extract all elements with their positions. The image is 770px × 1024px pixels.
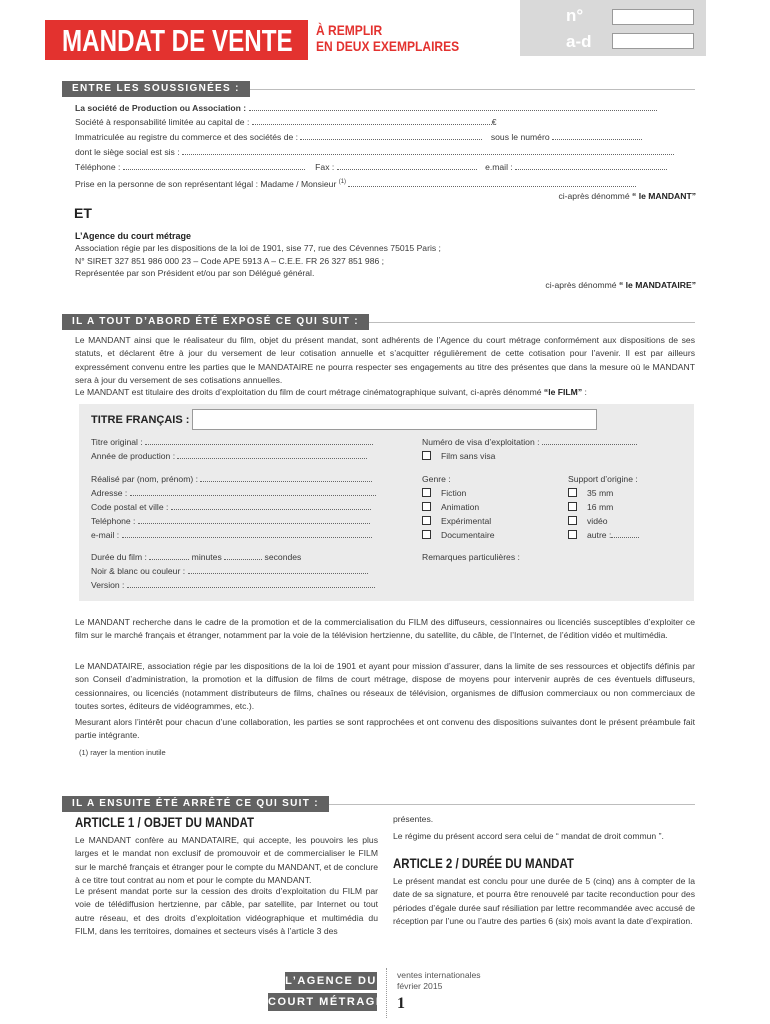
footer-date: février 2015 [397, 981, 443, 991]
support-option-label: 16 mm [587, 502, 614, 512]
fill-note-line-2: EN DEUX EXEMPLAIRES [316, 38, 460, 54]
color-label: Noir & blanc ou couleur : [91, 566, 186, 576]
support-label: Support d’origine : [568, 474, 638, 484]
seconds-label: secondes [264, 552, 302, 562]
company-label: La société de Production ou Association : [75, 103, 247, 113]
capital-label: Société à responsabilité limitée au capital de : [75, 117, 250, 127]
mandataire-paragraph: Le MANDATAIRE, association régie par les dispositions de la loi de 1901 et ayant pour mission d’assurer, dans la limite de ses ressources et objectifs définis par son Conseil d’administration, la promotion et la diffusion de films de court métrage, dispose de moyens pour intervenir auprès de ces éventuels diffuseurs, cessionnaires, ou licenciés (notamment distributeurs de films, chaînes ou réseaux de télévision, organismes de diffusion commerciaux ou non commerciaux de toutes sortes, éditeurs de vidéogrammes, etc.). [75, 661, 695, 712]
representative-field[interactable] [348, 178, 636, 187]
support-options [568, 486, 639, 542]
postal-code-line [91, 500, 371, 514]
film-intro-colon: : [584, 387, 587, 397]
article-1-paragraph-2: Le présent mandat porte sur la cession des droits d’exploitation du FILM par voie de télédiffusion hertzienne, par câble, par satellite, par Internet ou tout autre réseau, et des droits d’exploitation vidéographique et multimédia du FILM, dans les territoires, domaines et secteurs visés à l’article 3 des [75, 886, 378, 937]
mandant-name: “ le MANDANT” [632, 191, 696, 201]
duration-minutes-field[interactable] [149, 551, 189, 560]
email-field[interactable] [515, 161, 667, 170]
agency-logo-line-1: L’AGENCE DU [285, 972, 377, 990]
fax-label: Fax : [315, 162, 335, 172]
register-line [75, 130, 695, 144]
genre-option-fiction[interactable] [422, 486, 495, 500]
french-title-field[interactable] [192, 409, 597, 430]
director-email-field[interactable] [122, 529, 372, 538]
support-option-label: 35 mm [587, 488, 614, 498]
promotion-paragraph: Le MANDANT recherche dans le cadre de la promotion et de la commercialisation du FILM des diffuseurs, cessionnaires ou licenciés susceptibles d’exploiter ce film sur le marché français et étranger, notamment par la voie de la télévision hertzienne, du satellite, du câble, de l’Internet, de l’édition vidéo et multimédia. [75, 617, 695, 641]
director-email-label: e-mail : [91, 530, 120, 540]
agency-address: Association régie par les dispositions de la loi de 1901, sise 77, rue des Cévennes 75015 Paris ; [75, 243, 441, 253]
article-2-paragraph: Le présent mandat est conclu pour une durée de 5 (cinq) ans à compter de la date de sa signature, et pourra être renouvelé par tacite reconduction pour des périodes d’égale durée sauf résiliation par lettre recommandée avec accusé de réception par l’une ou l’autre des parties 6 (six) mois avant la date d’expiration. [393, 876, 695, 927]
fax-field[interactable] [337, 161, 477, 170]
agreement-paragraph: Mesurant alors l’intérêt pour chacun d’une collaboration, les parties se sont rapprochées et ont convenu des dispositions suivantes dont le présent préambule fait partie intégrante. [75, 717, 695, 741]
seat-field[interactable] [182, 146, 674, 155]
number-label: n° [566, 6, 584, 25]
film-intro-text: Le MANDANT est titulaire des droits d’exploitation du film de court métrage cinématographique suivant, ci-après dénommé [75, 387, 542, 397]
color-line [91, 564, 368, 578]
genre-checkbox[interactable] [422, 502, 431, 511]
register-number-field[interactable] [552, 131, 642, 140]
genre-option-label: Fiction [441, 488, 467, 498]
et-heading: ET [74, 205, 92, 221]
page-number: 1 [397, 995, 405, 1012]
version-line [91, 578, 375, 592]
email-label: e.mail : [485, 162, 513, 172]
postal-code-field[interactable] [171, 501, 371, 510]
article-2-title: ARTICLE 2 / DURÉE DU MANDAT [393, 855, 574, 871]
support-checkbox[interactable] [568, 530, 577, 539]
minutes-label: minutes [191, 552, 222, 562]
visa-label: Numéro de visa d’exploitation : [422, 437, 540, 447]
register-field[interactable] [300, 131, 482, 140]
register-label: Immatriculée au registre du commerce et des sociétés de : [75, 132, 299, 142]
phone-field[interactable] [123, 161, 305, 170]
footer-info [397, 970, 481, 992]
genre-option-label: Documentaire [441, 530, 495, 540]
duration-label: Durée du film : [91, 552, 147, 562]
version-label: Version : [91, 580, 125, 590]
genre-option-animation[interactable] [422, 500, 495, 514]
footnote: (1) rayer la mention inutile [79, 748, 166, 757]
support-option-label: vidéo [587, 516, 608, 526]
address-line [91, 486, 376, 500]
production-year-field[interactable] [177, 450, 367, 459]
agency-logo-line-2: COURT MÉTRAGE [268, 993, 377, 1011]
representative-line [75, 175, 636, 191]
director-phone-field[interactable] [138, 515, 370, 524]
footnote-ref: (1) [338, 179, 347, 185]
address-label: Adresse : [91, 488, 128, 498]
support-option-35mm[interactable] [568, 486, 639, 500]
original-title-line [91, 435, 373, 449]
support-option-other[interactable] [568, 528, 639, 542]
support-checkbox[interactable] [568, 488, 577, 497]
genre-option-experimental[interactable] [422, 514, 495, 528]
original-title-field[interactable] [145, 436, 373, 445]
visa-line [422, 435, 637, 449]
no-visa-line [422, 449, 495, 463]
capital-field[interactable] [252, 116, 492, 125]
column-2-continuation: présentes. [393, 814, 434, 824]
genre-options [422, 486, 495, 542]
representative-label: Prise en la personne de son représentant légal : Madame / Monsieur [75, 178, 337, 189]
fill-note-line-1: À REMPLIR [316, 22, 383, 38]
genre-label: Genre : [422, 474, 451, 484]
production-year-line [91, 449, 367, 463]
support-option-label: autre : [587, 530, 612, 540]
contact-line [75, 160, 667, 174]
article-1-title: ARTICLE 1 / OBJET DU MANDAT [75, 814, 255, 830]
footer-sales-label: ventes internationales [397, 970, 481, 980]
director-email-line [91, 528, 372, 542]
film-intro [75, 385, 587, 399]
french-title-label: TITRE FRANÇAIS : [91, 414, 190, 426]
parties-heading: ENTRE LES SOUSSIGNÉES : [62, 81, 250, 97]
genre-checkbox[interactable] [422, 488, 431, 497]
register-number-label: sous le numéro [490, 132, 550, 142]
ad-label: a-d [566, 32, 592, 51]
arrete-heading: IL A ENSUITE ÉTÉ ARRÊTÉ CE QUI SUIT : [62, 796, 329, 812]
company-field[interactable] [249, 102, 657, 111]
mandant-prefix: ci-après dénommé [558, 191, 630, 201]
mandataire-designation [545, 278, 696, 292]
original-title-label: Titre original : [91, 437, 143, 447]
color-field[interactable] [188, 565, 368, 574]
expose-paragraph: Le MANDANT ainsi que le réalisateur du film, objet du présent mandat, sont adhérents de l’Agence du court métrage conformément aux dispositions de ses statuts, et déclarent être à jour du versement de leur cotisation annuelle et s’acquitter régulièrement de cette cotisation pour l’avenir. Il est par ailleurs expressément convenu entre les parties que le MANDATAIRE ne pourra respecter ses engagements au titre des présentes que dans la mesure où le MANDANT sera à jour du versement de ses cotisations annuelles. [75, 335, 695, 386]
duration-line [91, 550, 301, 564]
company-line [75, 101, 695, 115]
address-field[interactable] [130, 487, 376, 496]
support-checkbox[interactable] [568, 516, 577, 525]
article-1-paragraph-1: Le MANDANT confère au MANDATAIRE, qui accepte, les pouvoirs les plus larges et le mandat non exclusif de promouvoir et de commercialiser le FILM sur le marché français et étranger pour le compte du MANDANT, et de conclure à ce titre tout contrat au nom et pour le compte du MANDANT. [75, 835, 378, 886]
visa-field[interactable] [542, 436, 637, 445]
agency-representative: Représentée par son Président et/ou par son Délégué général. [75, 268, 315, 278]
document-title: MANDAT DE VENTE [62, 23, 293, 58]
support-option-video[interactable] [568, 514, 639, 528]
version-field[interactable] [127, 579, 375, 588]
director-phone-label: Teléphone : [91, 516, 136, 526]
genre-checkbox[interactable] [422, 530, 431, 539]
production-year-label: Année de production : [91, 451, 176, 461]
genre-option-label: Animation [441, 502, 480, 512]
regime-paragraph: Le régime du présent accord sera celui de “ mandat de droit commun ”. [393, 831, 664, 841]
fill-instruction [316, 22, 459, 54]
director-phone-line [91, 514, 370, 528]
seat-line [75, 145, 674, 159]
mandataire-prefix: ci-après dénommé [545, 280, 617, 290]
capital-line [75, 115, 497, 129]
ad-field[interactable] [612, 33, 694, 49]
duration-seconds-field[interactable] [224, 551, 262, 560]
director-field[interactable] [200, 473, 372, 482]
phone-label: Téléphone : [75, 162, 121, 172]
film-term: “le FILM” [543, 387, 583, 397]
expose-heading: IL A TOUT D’ABORD ÉTÉ EXPOSÉ CE QUI SUIT : [62, 314, 369, 330]
seat-label: dont le siège social est sis : [75, 147, 180, 157]
genre-checkbox[interactable] [422, 516, 431, 525]
number-field[interactable] [612, 9, 694, 25]
support-other-field[interactable] [611, 529, 639, 538]
no-visa-checkbox[interactable] [422, 451, 431, 460]
mandant-designation [558, 189, 696, 203]
genre-option-label: Expérimental [441, 516, 492, 526]
support-option-16mm[interactable] [568, 500, 639, 514]
agency-name: L’Agence du court métrage [75, 231, 192, 241]
genre-option-documentary[interactable] [422, 528, 495, 542]
director-line [91, 472, 372, 486]
postal-code-label: Code postal et ville : [91, 502, 169, 512]
mandataire-name: “ le MANDATAIRE” [618, 280, 696, 290]
support-checkbox[interactable] [568, 502, 577, 511]
director-label: Réalisé par (nom, prénom) : [91, 474, 198, 484]
footer-divider [386, 968, 387, 1018]
remarks-label: Remarques particulières : [422, 552, 520, 562]
agency-details [75, 242, 441, 280]
no-visa-label: Film sans visa [441, 451, 496, 461]
euro-sign: € [491, 117, 497, 127]
agency-siret: N° SIRET 327 851 986 000 23 – Code APE 5913 A – C.E.E. FR 26 327 851 986 ; [75, 255, 385, 266]
